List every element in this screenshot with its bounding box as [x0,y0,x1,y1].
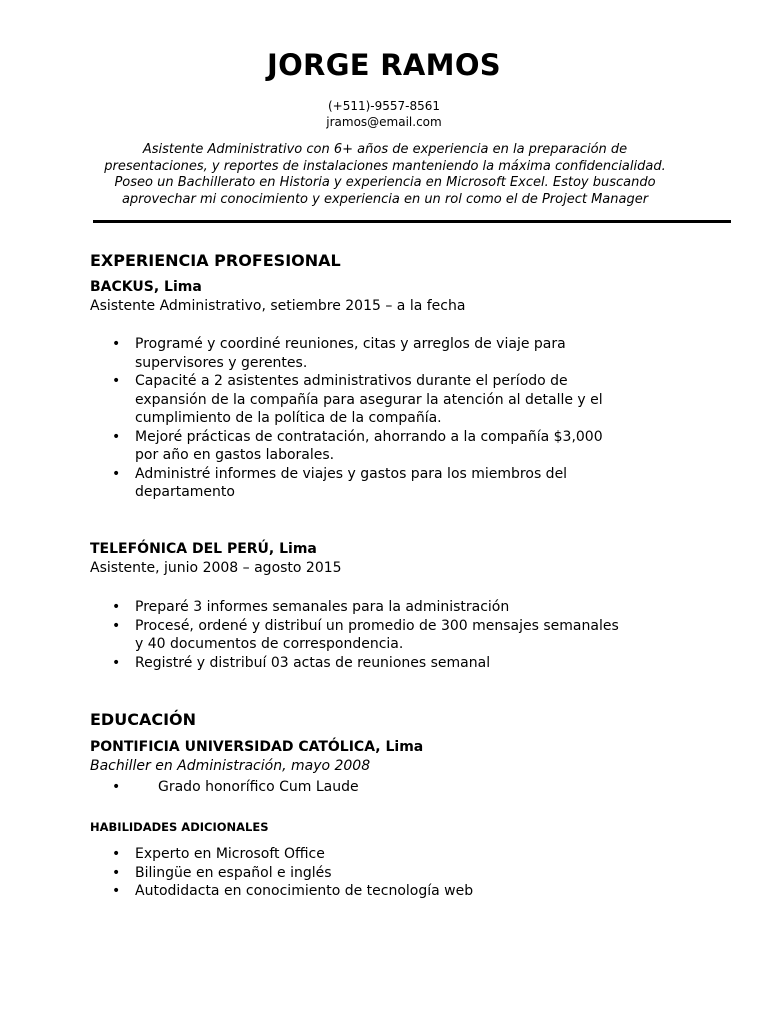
header-divider [93,220,731,223]
candidate-name: JORGE RAMOS [267,48,501,82]
role-telefonica: Asistente, junio 2008 – agosto 2015 [90,560,342,576]
list-item: • Procesé, ordené y distribuí un promedio de 300 mensajes semanales y 40 documentos de correspondencia. [90,617,630,654]
professional-summary: Asistente Administrativo con 6+ años de experiencia en la preparación de presentaciones, y reportes de instalaciones manteniendo la máxima confidencialidad. Poseo un Bachillerato en Historia y experiencia en Microsoft Excel. Estoy buscando aprovechar mi conocimiento y experiencia en un rol como el de Project Manager [104,142,666,207]
list-item: • Experto en Microsoft Office [90,845,630,864]
list-item: • Autodidacta en conocimiento de tecnología web [90,882,630,901]
bullet-list-telefonica [90,598,630,672]
list-item: • Capacité a 2 asistentes administrativos durante el período de expansión de la compañía para asegurar la atención al detalle y el cumplimiento de la política de la compañía. [90,372,630,428]
list-item: • Mejoré prácticas de contratación, ahorrando a la compañía $3,000 por año en gastos laborales. [90,428,630,465]
employer-backus: BACKUS, Lima [90,279,202,295]
list-item: • Preparé 3 informes semanales para la administración [90,598,630,617]
list-item: • Registré y distribuí 03 actas de reuniones semanal [90,654,630,673]
role-backus: Asistente Administrativo, setiembre 2015 – a la fecha [90,298,466,314]
contact-phone: (+511)-9557-8561 [327,99,441,113]
education-degree: Bachiller en Administración, mayo 2008 [90,758,371,774]
list-item: • Bilingüe en español e inglés [90,864,630,883]
bullet-list-skills [90,845,630,901]
section-title-education: EDUCACIÓN [90,710,197,729]
section-title-experience: EXPERIENCIA PROFESIONAL [90,251,341,270]
education-institution: PONTIFICIA UNIVERSIDAD CATÓLICA, Lima [90,739,424,755]
list-item: • Programé y coordiné reuniones, citas y arreglos de viaje para supervisores y gerentes. [90,335,630,372]
bullet-list-backus [90,335,630,502]
employer-telefonica: TELEFÓNICA DEL PERÚ, Lima [90,541,317,557]
bullet-list-education [90,778,630,797]
list-item: • Administré informes de viajes y gastos para los miembros del departamento [90,465,630,502]
list-item: • Grado honorífico Cum Laude [90,778,630,797]
section-title-skills: HABILIDADES ADICIONALES [90,820,269,834]
contact-email: jramos@email.com [326,115,442,129]
